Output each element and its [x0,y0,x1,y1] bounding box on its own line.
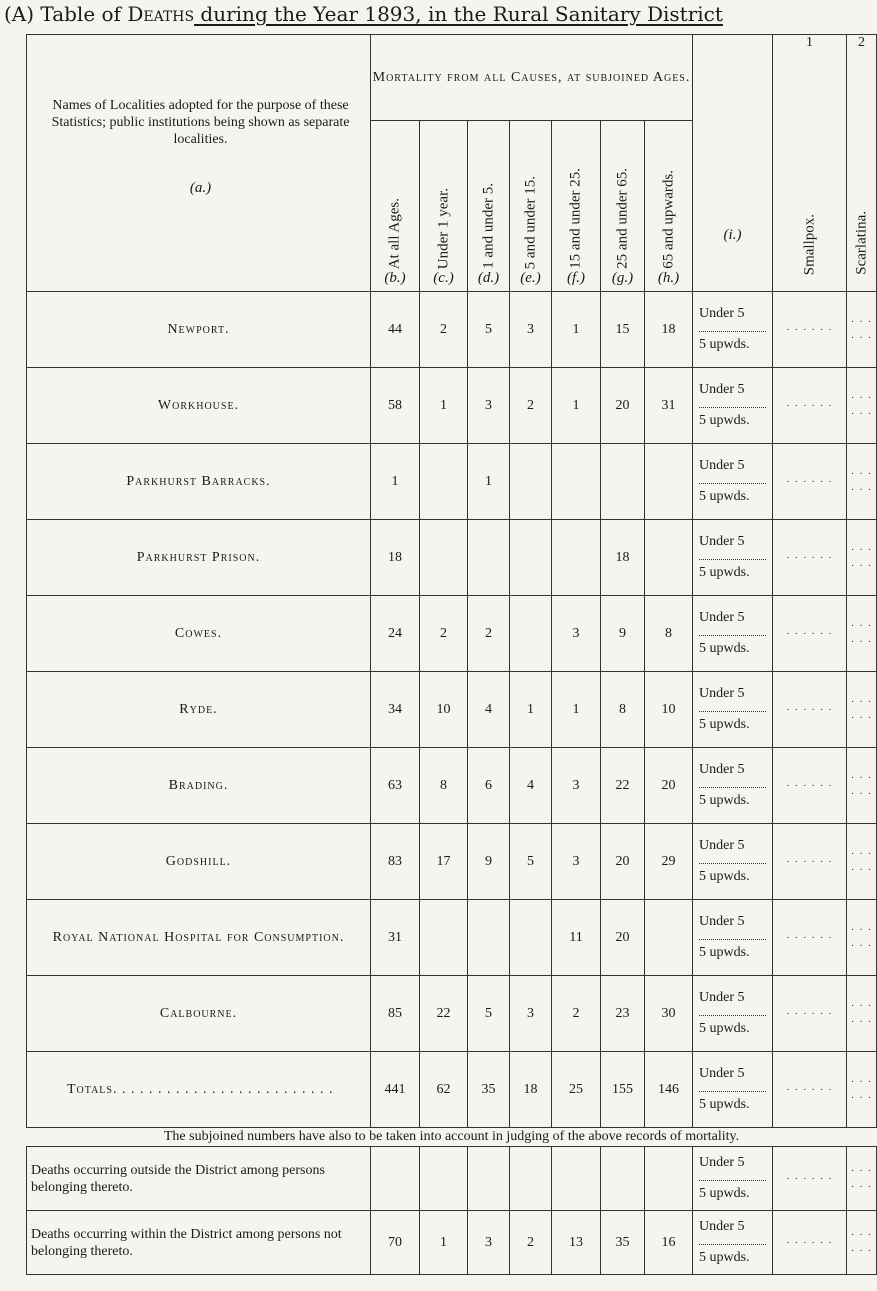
dotted-divider [699,705,766,712]
age-group-upwards: 5 upwds. [699,337,750,352]
value-cell: 22 [601,748,645,824]
value-cell: 29 [645,824,693,900]
mortality-title: Mortality from all Causes, at subjoined Ages. [371,35,693,121]
age-column-header [552,121,601,292]
disease-cell: · · · · · · [847,368,877,444]
note-row [27,1128,877,1147]
value-cell: 146 [645,1052,693,1128]
value-cell: 58 [371,368,420,444]
dotted-divider [699,1238,766,1245]
value-cell: 1 [468,444,510,520]
disease-cell: · · · · · · [773,824,847,900]
value-cell: 2 [468,596,510,672]
value-cell: 4 [510,748,552,824]
value-cell [468,900,510,976]
age-column-header [645,121,693,292]
locality-name: Newport. [27,292,371,368]
age-column-code: (c.) [433,270,454,286]
age-group-cell [693,1052,773,1128]
value-cell: 70 [371,1211,420,1275]
table-row [27,1147,877,1211]
value-cell [420,900,468,976]
value-cell [645,444,693,520]
disease-cell: · · · · · · [847,520,877,596]
age-column-header [420,121,468,292]
age-column-header [468,121,510,292]
dotted-divider [699,857,766,864]
value-cell: 44 [371,292,420,368]
value-cell: 15 [601,292,645,368]
age-column-code: (b.) [384,270,406,286]
value-cell: 3 [468,1211,510,1275]
age-group-upwards: 5 upwds. [699,1250,750,1265]
value-cell: 4 [468,672,510,748]
dotted-divider [699,1009,766,1016]
age-column-label: At all Ages. [386,197,403,269]
disease-cell: · · · · · · [847,976,877,1052]
value-cell [510,520,552,596]
dotted-divider [699,1174,766,1181]
value-cell: 3 [552,596,601,672]
disease-cell: · · · · · · [773,1211,847,1275]
age-group-cell [693,520,773,596]
value-cell: 83 [371,824,420,900]
value-cell: 1 [420,1211,468,1275]
age-group-under: Under 5 [699,306,745,321]
page-title [4,2,800,26]
value-cell: 8 [601,672,645,748]
value-cell [420,1147,468,1211]
value-cell: 2 [510,368,552,444]
value-cell: 16 [645,1211,693,1275]
age-group-cell [693,824,773,900]
disease-cell: · · · · · · [773,596,847,672]
disease-cell: · · · · · · [773,900,847,976]
disease-cell: · · · · · · [847,900,877,976]
locality-name: Brading. [27,748,371,824]
age-group-upwards: 5 upwds. [699,1186,750,1201]
age-group-upwards: 5 upwds. [699,413,750,428]
value-cell: 1 [371,444,420,520]
age-group-cell [693,368,773,444]
disease-cell: · · · · · · [847,444,877,520]
value-cell: 20 [601,900,645,976]
age-column-label: 5 and under 15. [522,175,538,269]
value-cell: 1 [552,292,601,368]
value-cell: 1 [510,672,552,748]
age-group-under: Under 5 [699,1155,745,1170]
locality-name: Totals. . . . . . . . . . . . . . . . . . . . . . . . . [27,1052,371,1128]
age-group-under: Under 5 [699,610,745,625]
dotted-divider [699,629,766,636]
table-row [27,824,877,900]
value-cell [371,1147,420,1211]
value-cell [601,444,645,520]
disease-cell: · · · · · · [847,1052,877,1128]
mortality-table [26,34,877,1275]
value-cell: 20 [645,748,693,824]
value-cell [601,1147,645,1211]
disease-cell: · · · · · · [773,1147,847,1211]
locality-name: Godshill. [27,824,371,900]
value-cell [468,520,510,596]
smallpox-header: 1 Smallpox. [773,35,847,292]
value-cell: 20 [601,368,645,444]
age-column-label: 25 and under 65. [614,168,630,269]
value-cell: 6 [468,748,510,824]
value-cell: 5 [510,824,552,900]
value-cell [645,1147,693,1211]
localities-header [27,35,371,292]
disease-cell: · · · · · · [773,520,847,596]
value-cell [468,1147,510,1211]
value-cell [552,1147,601,1211]
age-group-under: Under 5 [699,534,745,549]
value-cell: 20 [601,824,645,900]
value-cell: 3 [468,368,510,444]
disease-cell: · · · · · · [847,824,877,900]
age-column-label: 65 and upwards. [660,170,676,269]
disease-cell: · · · · · · [847,292,877,368]
value-cell [552,520,601,596]
table-row [27,292,877,368]
disease-cell: · · · · · · [773,748,847,824]
value-cell: 3 [552,824,601,900]
age-group-under: Under 5 [699,458,745,473]
title-rest: during the Year 1893, in the Rural Sanitary District [194,2,723,26]
age-group-cell [693,672,773,748]
value-cell [645,520,693,596]
disease-cell: · · · · · · [773,976,847,1052]
dotted-divider [699,1085,766,1092]
disease-cell: · · · · · · [773,292,847,368]
locality-name: Parkhurst Barracks. [27,444,371,520]
value-cell [510,444,552,520]
table-row [27,368,877,444]
table-row [27,596,877,672]
dotted-divider [699,477,766,484]
value-cell: 23 [601,976,645,1052]
age-group-upwards: 5 upwds. [699,1097,750,1112]
disease-cell: · · · · · · [773,672,847,748]
value-cell: 441 [371,1052,420,1128]
locality-name: Ryde. [27,672,371,748]
age-group-upwards: 5 upwds. [699,489,750,504]
value-cell: 25 [552,1052,601,1128]
age-group-cell [693,976,773,1052]
value-cell: 10 [420,672,468,748]
age-group-upwards: 5 upwds. [699,565,750,580]
locality-name: Parkhurst Prison. [27,520,371,596]
value-cell: 11 [552,900,601,976]
value-cell: 1 [552,368,601,444]
age-column-code: (g.) [611,270,634,286]
value-cell: 1 [552,672,601,748]
value-cell: 2 [420,596,468,672]
value-cell: 155 [601,1052,645,1128]
age-group-cell [693,748,773,824]
value-cell [420,444,468,520]
age-group-cell [693,1147,773,1211]
locality-name: Workhouse. [27,368,371,444]
title-prefix: (A) Table of [4,2,128,26]
age-column-code: (e.) [520,270,541,286]
disease-cell: · · · · · · [847,596,877,672]
value-cell: 2 [510,1211,552,1275]
disease-cell: · · · · · · [773,444,847,520]
age-group-under: Under 5 [699,1219,745,1234]
value-cell: 85 [371,976,420,1052]
age-group-under: Under 5 [699,1066,745,1081]
age-column-header [510,121,552,292]
age-group-cell [693,596,773,672]
age-group-cell [693,900,773,976]
ages-column-header: (i.) [693,35,773,292]
age-group-cell [693,1211,773,1275]
table-row [27,520,877,596]
age-group-under: Under 5 [699,838,745,853]
value-cell: 30 [645,976,693,1052]
value-cell: 3 [510,292,552,368]
value-cell: 22 [420,976,468,1052]
value-cell: 34 [371,672,420,748]
age-column-code: (d.) [477,270,500,286]
locality-name: Calbourne. [27,976,371,1052]
table-row [27,1052,877,1128]
value-cell: 18 [601,520,645,596]
dotted-divider [699,933,766,940]
value-cell: 35 [601,1211,645,1275]
value-cell: 8 [645,596,693,672]
age-group-upwards: 5 upwds. [699,869,750,884]
value-cell: 9 [468,824,510,900]
value-cell: 18 [371,520,420,596]
localities-col-label: (a.) [189,180,212,196]
value-cell: 5 [468,292,510,368]
title-deaths: Deaths [127,2,195,26]
disease-cell: · · · · · · [773,368,847,444]
age-group-under: Under 5 [699,686,745,701]
value-cell [510,596,552,672]
value-cell: 18 [645,292,693,368]
disease-cell: · · · · · · [847,748,877,824]
locality-name: Royal National Hospital for Consumption. [27,900,371,976]
value-cell: 8 [420,748,468,824]
disease-cell: · · · · · · [847,672,877,748]
value-cell: 62 [420,1052,468,1128]
locality-name: Cowes. [27,596,371,672]
age-group-upwards: 5 upwds. [699,717,750,732]
value-cell: 17 [420,824,468,900]
table-row [27,444,877,520]
value-cell: 63 [371,748,420,824]
age-column-label: 15 and under 25. [567,168,584,269]
age-column-code: (f.) [567,270,585,286]
value-cell: 3 [552,748,601,824]
value-cell [420,520,468,596]
age-group-upwards: 5 upwds. [699,793,750,808]
table-row [27,1211,877,1275]
value-cell: 3 [510,976,552,1052]
localities-description: Names of Localities adopted for the purpose of these Statistics; public institutions being shown as separate localities. [51,98,350,147]
age-group-cell [693,444,773,520]
disease-cell: · · · · · · [847,1211,877,1275]
age-column-label: 1 and under 5. [480,183,496,269]
value-cell: 1 [420,368,468,444]
table-row [27,748,877,824]
table-row [27,900,877,976]
disease-cell: · · · · · · [847,1147,877,1211]
disease-cell: · · · · · · [773,1052,847,1128]
age-group-upwards: 5 upwds. [699,641,750,656]
locality-name: Deaths occurring outside the District among persons belonging thereto. [27,1147,371,1211]
age-group-cell [693,292,773,368]
value-cell: 13 [552,1211,601,1275]
value-cell: 5 [468,976,510,1052]
value-cell: 2 [552,976,601,1052]
value-cell: 9 [601,596,645,672]
dotted-divider [699,781,766,788]
age-group-under: Under 5 [699,762,745,777]
value-cell: 31 [645,368,693,444]
age-group-under: Under 5 [699,914,745,929]
dotted-divider [699,553,766,560]
value-cell: 31 [371,900,420,976]
value-cell: 10 [645,672,693,748]
value-cell: 24 [371,596,420,672]
table-row [27,672,877,748]
value-cell: 2 [420,292,468,368]
value-cell [552,444,601,520]
age-column-header [601,121,645,292]
locality-name: Deaths occurring within the District among persons not belonging thereto. [27,1211,371,1275]
age-group-upwards: 5 upwds. [699,1021,750,1036]
age-group-under: Under 5 [699,382,745,397]
table-note: The subjoined numbers have also to be taken into account in judging of the above records of mortality. [27,1128,877,1147]
dotted-divider [699,401,766,408]
value-cell [645,900,693,976]
age-column-label: Under 1 year. [435,187,451,269]
age-column-header [371,121,420,292]
age-column-code: (h.) [657,270,680,286]
scarlatina-header: 2 Scarlatina. [847,35,877,292]
age-group-under: Under 5 [699,990,745,1005]
value-cell [510,900,552,976]
value-cell [510,1147,552,1211]
value-cell: 35 [468,1052,510,1128]
value-cell: 18 [510,1052,552,1128]
dotted-divider [699,325,766,332]
table-row [27,976,877,1052]
age-group-upwards: 5 upwds. [699,945,750,960]
